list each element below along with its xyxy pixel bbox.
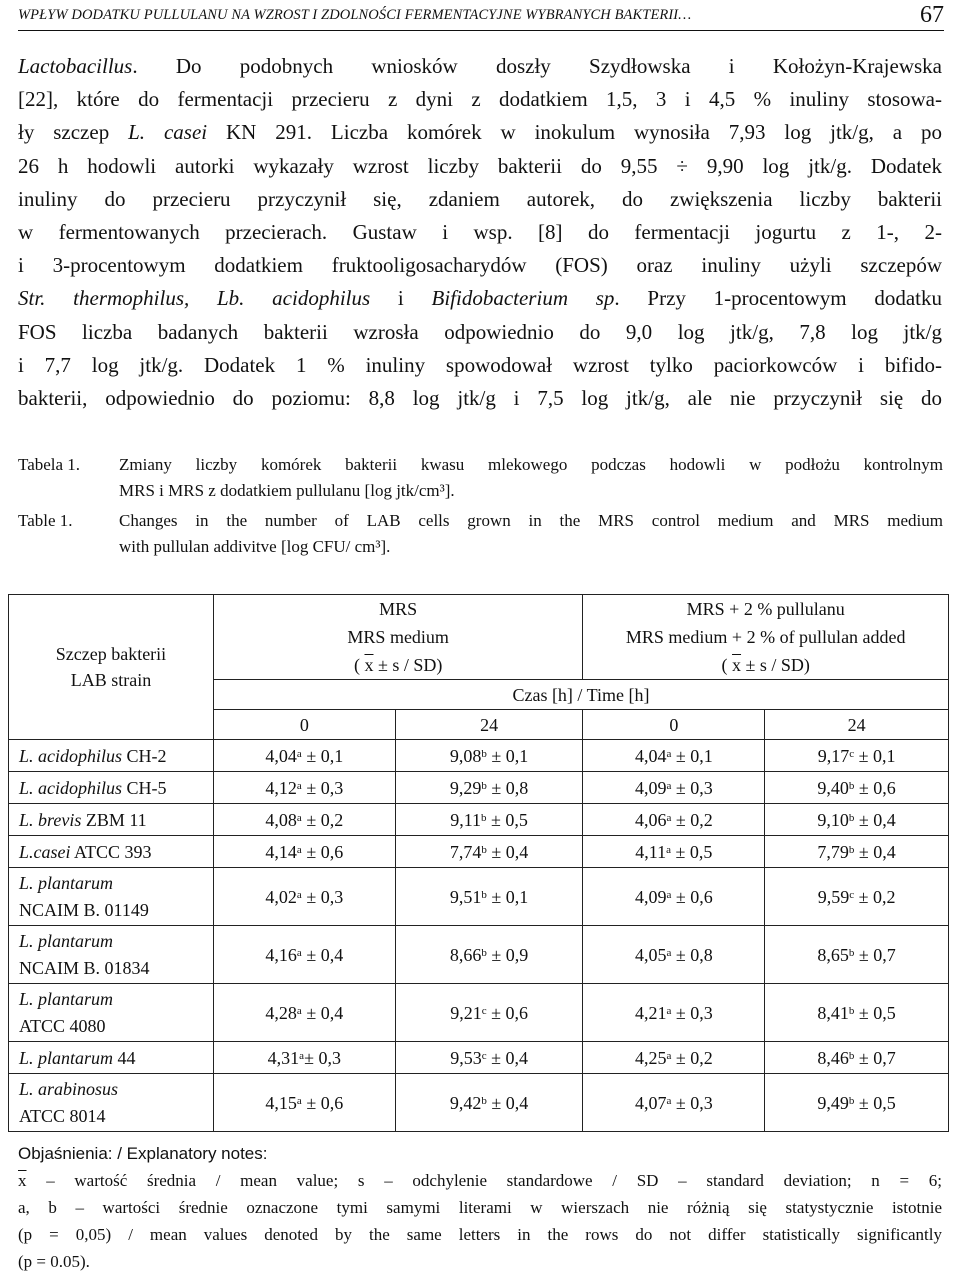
mean-value: 9,51	[449, 886, 482, 907]
sd-value: ± 0,3	[671, 1002, 713, 1023]
value-cell	[395, 740, 583, 772]
strain-name-cell	[9, 1074, 214, 1132]
strain-code: ATCC 4080	[19, 1015, 106, 1036]
sd-value: ± 0,1	[671, 745, 713, 766]
significance-letter: a	[666, 946, 672, 959]
sd-value: ± 0,6	[486, 1002, 528, 1023]
value-cell	[395, 868, 583, 926]
strain-code: 44	[113, 1047, 136, 1068]
sd-value: ± 0,6	[671, 886, 713, 907]
body-line-10: i 7,7 log jtk/g. Dodatek 1 % inuliny spowodował wzrost tylko paciorkowców i bifido-	[18, 352, 942, 377]
mean-value: 4,11	[635, 841, 667, 862]
value-cell	[583, 772, 765, 804]
significance-letter: a	[666, 1004, 672, 1017]
sd-value: ± 0,2	[671, 1047, 713, 1068]
mean-value: 4,04	[634, 745, 667, 766]
mean-value: 4,21	[634, 1002, 667, 1023]
value-cell	[765, 868, 949, 926]
sd-value: ± 0,2	[671, 809, 713, 830]
table-header-row	[9, 595, 949, 680]
time-value-cell: 24	[765, 710, 949, 740]
stat-label-open: (	[721, 655, 733, 675]
mean-symbol: $\overline{x}$	[732, 655, 742, 675]
significance-letter: b	[481, 779, 487, 792]
sd-value: ± 0,4	[486, 1092, 529, 1113]
value-cell	[213, 868, 395, 926]
sd-value: ± 0,3	[671, 777, 713, 798]
significance-letter: b	[848, 843, 855, 856]
notes-line-2: a, b – wartości średnie oznaczone tymi samymi literami w wierszach nie różnią się statystycznie istotnie	[18, 1198, 942, 1217]
body-line-9: FOS liczba badanych bakterii wzrosła odpowiednio do 9,0 log jtk/g, 7,8 log jtk/g	[18, 319, 942, 344]
significance-letter: a	[296, 843, 302, 856]
sd-value: ± 0,5	[671, 841, 713, 862]
strain-name-cell	[9, 740, 214, 772]
value-cell	[213, 804, 395, 836]
mean-value: 9,29	[449, 777, 482, 798]
strain-species: L. brevis	[19, 809, 82, 830]
strain-code: ATCC 393	[70, 841, 152, 862]
sd-value: ± 0,4	[301, 1002, 344, 1023]
body-text-run: . Do podobnych wniosków doszły Szydłowska i Kołożyn-Krajewska	[132, 54, 942, 78]
running-title: WPŁYW DODATKU PULLULANU NA WZROST I ZDOLNOŚCI FERMENTACYJNE WYBRANYCH BAKTERII…	[18, 7, 692, 23]
value-cell	[583, 1042, 765, 1074]
mean-value: 9,17	[817, 745, 850, 766]
sd-value: ± 0,4	[854, 841, 896, 862]
data-table	[8, 594, 949, 1132]
notes-line-3: (p = 0,05) / mean values denoted by the same letters in the rows do not differ statistically significantly	[18, 1225, 942, 1244]
table-row	[9, 984, 949, 1042]
caption-text-pl-2: MRS i MRS z dodatkiem pullulanu [log jtk/cm³].	[119, 481, 455, 500]
value-cell	[765, 1042, 949, 1074]
significance-letter: b	[848, 1004, 855, 1017]
notes-line-4: (p = 0.05).	[18, 1252, 90, 1271]
species-name: L. casei	[128, 120, 208, 145]
value-cell	[395, 1074, 583, 1132]
time-value-cell: 24	[395, 710, 583, 740]
caption-text-pl-1: Zmiany liczby komórek bakterii kwasu mlekowego podczas hodowli w podłożu kontrolnym	[119, 455, 943, 474]
strain-code: ATCC 8014	[19, 1105, 106, 1126]
body-text-run: KN 291. Liczba komórek w inokulum wynosiła 7,93 log jtk/g, a po	[207, 120, 943, 145]
running-header	[18, 0, 944, 31]
strain-species: L. plantarum	[19, 988, 114, 1009]
mean-value: 7,74	[449, 841, 482, 862]
explanatory-notes	[18, 1140, 942, 1275]
significance-letter: a	[666, 747, 672, 760]
sd-value: ± 0,2	[301, 809, 344, 830]
body-line-6: w fermentowanych przecierach. Gustaw i wsp. [8] do fermentacji jogurtu z 1-, 2-	[18, 220, 942, 245]
mean-value: 4,12	[265, 777, 297, 798]
mean-value: 4,06	[634, 809, 667, 830]
mean-value: 4,16	[265, 944, 297, 965]
mean-value: 4,04	[265, 745, 297, 766]
body-line-1	[18, 50, 942, 83]
mean-value: 9,40	[817, 777, 849, 798]
mrs-header-cell	[213, 595, 583, 680]
strain-species: L. acidophilus	[19, 745, 123, 766]
notes-text-run: wartość średnia / mean value; s – odchylenie standardowe / SD – standard deviation; n = 6;	[74, 1171, 942, 1190]
value-cell	[213, 1074, 395, 1132]
mean-value: 9,21	[450, 1002, 482, 1023]
significance-letter: b	[848, 1094, 855, 1107]
significance-letter: b	[481, 811, 487, 824]
strain-species: L. plantarum	[19, 930, 114, 951]
table-row	[9, 740, 949, 772]
mean-value: 4,31	[267, 1047, 300, 1068]
mean-value: 8,65	[817, 944, 849, 965]
strain-name-cell	[9, 772, 214, 804]
significance-letter: b	[481, 946, 487, 959]
significance-letter: b	[481, 843, 487, 856]
value-cell	[213, 1042, 395, 1074]
value-cell	[583, 926, 765, 984]
body-line-4: 26 h hodowli autorki wykazały wzrost liczby bakterii do 9,55 ÷ 9,90 log jtk/g. Dodatek	[18, 153, 942, 178]
sd-value: ± 0,8	[486, 777, 529, 798]
mean-value: 4,25	[634, 1047, 667, 1068]
strain-species: L. acidophilus	[19, 777, 123, 798]
significance-letter: a	[296, 779, 302, 792]
sd-value: ± 0,6	[854, 777, 896, 798]
value-cell	[395, 772, 583, 804]
sd-value: ± 0,7	[854, 944, 896, 965]
time-value-cell: 0	[583, 710, 765, 740]
significance-letter: b	[848, 779, 855, 792]
significance-letter: c	[481, 1004, 487, 1017]
significance-letter: a	[296, 747, 302, 760]
table-row	[9, 1042, 949, 1074]
significance-letter: a	[666, 1094, 672, 1107]
stat-label-open: (	[353, 655, 365, 675]
mean-value: 9,49	[817, 1092, 849, 1113]
caption-text-en-1: Changes in the number of LAB cells grown in the MRS control medium and MRS medium	[119, 511, 943, 530]
mrs-header-title: MRS	[379, 599, 418, 619]
value-cell	[583, 984, 765, 1042]
notes-heading: Objaśnienia: / Explanatory notes:	[18, 1144, 268, 1163]
value-cell	[213, 772, 395, 804]
mean-value: 4,28	[265, 1002, 297, 1023]
value-cell	[765, 772, 949, 804]
pullulan-header-cell	[583, 595, 949, 680]
time-header-cell: Czas [h] / Time [h]	[213, 680, 948, 710]
body-line-7: i 3-procentowym dodatkiem fruktooligosacharydów (FOS) oraz inuliny użyli szczepów	[18, 253, 942, 278]
strain-name-cell	[9, 804, 214, 836]
mean-value: 9,11	[450, 809, 482, 830]
mean-value: 4,05	[634, 944, 667, 965]
strain-name-cell	[9, 984, 214, 1042]
mean-value: 4,02	[265, 886, 297, 907]
strain-species: L. plantarum	[19, 872, 114, 893]
table-row	[9, 1074, 949, 1132]
mean-value: 8,46	[817, 1047, 849, 1068]
significance-letter: a	[296, 946, 302, 959]
table-body	[9, 740, 949, 1132]
caption-text-en-2: with pullulan addivitve [log CFU/ cm³].	[119, 537, 391, 556]
sd-value: ± 0,5	[486, 809, 528, 830]
value-cell	[395, 1042, 583, 1074]
sd-value: ± 0,8	[671, 944, 713, 965]
significance-letter: b	[848, 811, 855, 824]
value-cell	[213, 984, 395, 1042]
mean-value: 4,14	[265, 841, 297, 862]
caption-label-pl: Tabela 1.	[18, 455, 81, 474]
sd-value: ± 0,1	[854, 745, 896, 766]
strain-code: ZBM 11	[81, 809, 147, 830]
mean-symbol: $\overline{x}$	[18, 1171, 27, 1190]
value-cell	[395, 984, 583, 1042]
body-line-8	[18, 282, 942, 315]
mean-value: 7,79	[817, 841, 849, 862]
table-row	[9, 836, 949, 868]
sd-value: ± 0,7	[854, 1047, 896, 1068]
value-cell	[395, 926, 583, 984]
significance-letter: a	[666, 779, 672, 792]
value-cell	[583, 1074, 765, 1132]
sd-value: ± 0,2	[854, 886, 896, 907]
stat-label-rest: ± s / SD)	[741, 655, 810, 675]
strain-header-cell	[9, 595, 214, 740]
notes-line-1: $\overline{x}$ – wartość średnia / mean value; s – odchylenie standardowe / SD – standard deviation; n = 6;	[18, 1171, 942, 1190]
table-row	[9, 868, 949, 926]
mean-value: 8,66	[449, 944, 482, 965]
sd-value: ± 0,1	[486, 886, 529, 907]
stat-label-rest: ± s / SD)	[373, 655, 443, 675]
strain-species: L. arabinosus	[19, 1078, 119, 1099]
mean-value: 8,41	[817, 1002, 849, 1023]
body-line-11: bakterii, odpowiednio do poziomu: 8,8 log jtk/g i 7,5 log jtk/g, ale nie przyczynił się do	[18, 386, 942, 411]
sd-value: ± 0,6	[301, 1092, 344, 1113]
mean-value: 9,10	[817, 809, 849, 830]
mean-value: 9,59	[817, 886, 850, 907]
sd-value: ± 0,1	[486, 745, 529, 766]
mean-value: 9,42	[449, 1092, 482, 1113]
mean-value: 4,08	[265, 809, 297, 830]
value-cell	[395, 804, 583, 836]
significance-letter: a	[296, 1094, 302, 1107]
body-line-2: [22], które do fermentacji przecieru z dyni z dodatkiem 1,5, 3 i 4,5 % inuliny stosowa-	[18, 87, 942, 112]
significance-letter: a	[296, 1004, 302, 1017]
table-row	[9, 772, 949, 804]
genus-name: Lactobacillus	[18, 54, 133, 78]
strain-code: NCAIM B. 01149	[19, 899, 149, 920]
strain-name-cell	[9, 1042, 214, 1074]
strain-name-cell	[9, 836, 214, 868]
value-cell	[765, 804, 949, 836]
body-line-3	[18, 116, 942, 149]
value-cell	[583, 740, 765, 772]
page-number: 67	[920, 2, 944, 28]
table-row	[9, 804, 949, 836]
mean-value: 4,09	[634, 886, 667, 907]
value-cell	[395, 836, 583, 868]
species-name: Bifidobacterium sp	[431, 286, 615, 311]
table-row	[9, 926, 949, 984]
significance-letter: b	[481, 1094, 487, 1107]
mean-value: 4,07	[634, 1092, 667, 1113]
significance-letter: a	[296, 811, 302, 824]
significance-letter: b	[481, 747, 487, 760]
body-text-run: . Przy 1-procentowym dodatku	[614, 286, 942, 311]
mean-value: 4,15	[265, 1092, 297, 1113]
significance-letter: a	[666, 843, 671, 856]
sd-value: ± 0,5	[854, 1002, 896, 1023]
value-cell	[583, 868, 765, 926]
value-cell	[765, 740, 949, 772]
value-cell	[583, 836, 765, 868]
sd-value: ± 0,9	[486, 944, 529, 965]
sd-value: ± 0,6	[301, 841, 344, 862]
sd-value: ± 0,3	[301, 886, 344, 907]
strain-header-pl: Szczep bakterii	[55, 644, 167, 664]
strain-header-en: LAB strain	[70, 670, 152, 690]
value-cell	[213, 926, 395, 984]
caption-label-en: Table 1.	[18, 511, 73, 530]
value-cell	[213, 740, 395, 772]
sd-value: ± 0,5	[854, 1092, 896, 1113]
significance-letter: a	[299, 1049, 305, 1062]
strain-name-cell	[9, 926, 214, 984]
strain-code: NCAIM B. 01834	[19, 957, 150, 978]
significance-letter: a	[666, 1049, 672, 1062]
mean-value: 4,09	[634, 777, 667, 798]
pullulan-header-title: MRS + 2 % pullulanu	[686, 599, 845, 619]
significance-letter: c	[481, 1049, 487, 1062]
time-value-cell: 0	[213, 710, 395, 740]
value-cell	[765, 836, 949, 868]
sd-value: ± 0,3	[304, 1047, 341, 1068]
species-name: Str. thermophilus, Lb. acidophilus	[18, 286, 371, 311]
strain-code: CH-5	[122, 777, 167, 798]
mean-value: 9,08	[449, 745, 482, 766]
significance-letter: b	[848, 1049, 855, 1062]
body-paragraph	[18, 50, 942, 415]
strain-name-cell	[9, 868, 214, 926]
pullulan-header-en: MRS medium + 2 % of pullulan added	[625, 627, 906, 647]
sd-value: ± 0,4	[486, 1047, 528, 1068]
value-cell	[583, 804, 765, 836]
sd-value: ± 0,1	[301, 745, 344, 766]
sd-value: ± 0,4	[854, 809, 896, 830]
body-text-run: i	[370, 286, 432, 311]
strain-code: CH-2	[122, 745, 167, 766]
significance-letter: a	[666, 888, 672, 901]
strain-species: L. plantarum	[19, 1047, 114, 1068]
significance-letter: a	[666, 811, 672, 824]
significance-letter: c	[849, 747, 855, 760]
sd-value: ± 0,3	[671, 1092, 713, 1113]
sd-value: ± 0,4	[486, 841, 529, 862]
significance-letter: a	[296, 888, 302, 901]
sd-value: ± 0,3	[301, 777, 344, 798]
value-cell	[765, 984, 949, 1042]
value-cell	[213, 836, 395, 868]
mrs-header-en: MRS medium	[347, 627, 449, 647]
mean-value: 9,53	[450, 1047, 482, 1068]
body-line-5: inuliny do przecieru przyczynił się, zdaniem autorek, do zwiększenia liczby bakterii	[18, 186, 942, 211]
sd-value: ± 0,4	[301, 944, 344, 965]
body-text-run: ły szczep	[18, 120, 129, 145]
mean-symbol: $\overline{x}$	[364, 655, 374, 675]
significance-letter: b	[481, 888, 487, 901]
significance-letter: c	[849, 888, 855, 901]
strain-species: L.casei	[19, 841, 71, 862]
value-cell	[765, 1074, 949, 1132]
significance-letter: b	[848, 946, 855, 959]
value-cell	[765, 926, 949, 984]
